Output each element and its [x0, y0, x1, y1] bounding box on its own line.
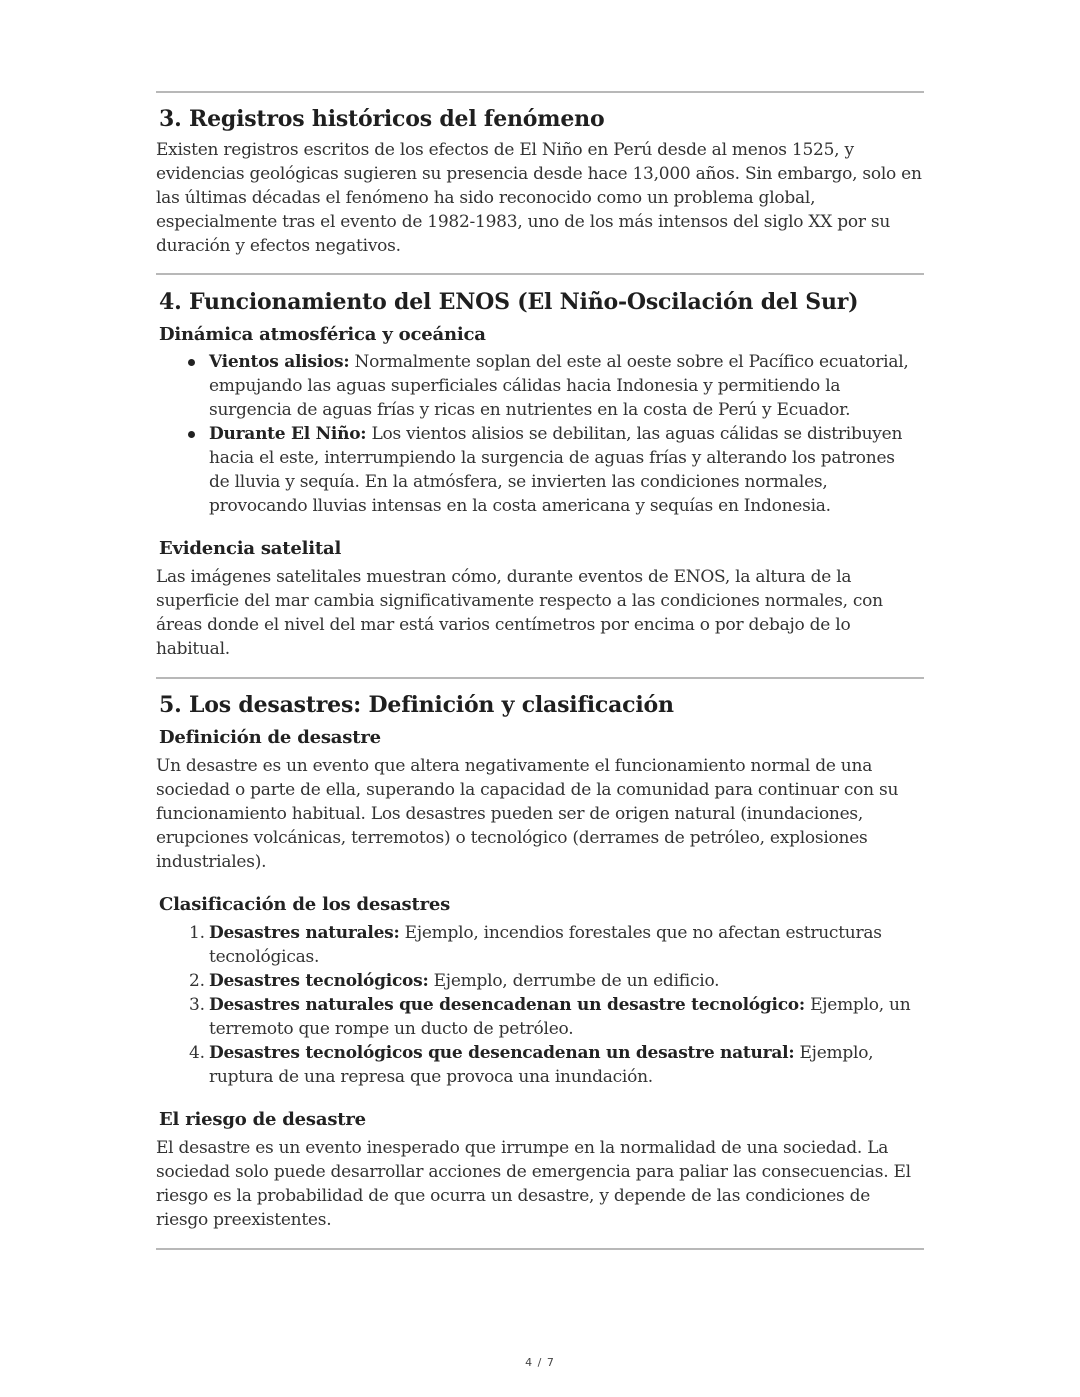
riesgo-body: El desastre es un evento inesperado que irrumpe en la normalidad de una sociedad. La sociedad solo puede desarrollar acciones de emergencia para paliar las consecuencias. El riesgo es la probabilidad de que ocurra un desastre, y depende de las condiciones de riesgo preexistentes.	[156, 1138, 911, 1230]
list-item	[156, 422, 924, 518]
section-divider	[156, 273, 924, 275]
list-item-text: Ejemplo, derrumbe de un edificio.	[428, 971, 720, 991]
list-item	[156, 350, 924, 422]
subsection-riesgo-heading: El riesgo de desastre	[159, 1109, 366, 1130]
section-4-heading: 4. Funcionamiento del ENOS (El Niño-Oscilación del Sur)	[159, 289, 859, 315]
section-3-heading: 3. Registros históricos del fenómeno	[159, 106, 605, 132]
list-item-text: Los vientos alisios se debilitan, las aguas cálidas se distribuyen hacia el este, interrumpiendo la surgencia de aguas frías y alterando los patrones de lluvia y sequía. En la atmósfera, se invierten las condiciones normales, provocando lluvias intensas en la costa americana y sequías en Indonesia.	[209, 424, 903, 516]
list-item-term: Desastres tecnológicos que desencadenan un desastre natural:	[209, 1043, 795, 1063]
evidencia-body: Las imágenes satelitales muestran cómo, durante eventos de ENOS, la altura de la superficie del mar cambia significativamente respecto a las condiciones normales, con áreas donde el nivel del mar está varios centímetros por encima o por debajo de lo habitual.	[156, 567, 883, 659]
list-item	[156, 993, 924, 1041]
section-divider	[156, 91, 924, 93]
list-item-number: 3.	[189, 995, 205, 1015]
list-item-term: Vientos alisios:	[209, 352, 350, 372]
dinamica-bullet-list	[156, 350, 924, 518]
list-item	[156, 921, 924, 969]
list-item	[156, 969, 924, 993]
list-item-text: Ejemplo, ruptura de una represa que provoca una inundación.	[209, 1043, 874, 1087]
bullet-icon	[188, 431, 195, 438]
clasificacion-numbered-list	[156, 921, 924, 1089]
subsection-dinamica-heading: Dinámica atmosférica y oceánica	[159, 324, 486, 345]
list-item-number: 2.	[189, 971, 205, 991]
bullet-icon	[188, 359, 195, 366]
list-item-number: 4.	[189, 1043, 205, 1063]
list-item-term: Desastres naturales:	[209, 923, 400, 943]
list-item-number: 1.	[189, 923, 205, 943]
section-divider	[156, 677, 924, 679]
list-item-term: Durante El Niño:	[209, 424, 367, 444]
list-item	[156, 1041, 924, 1089]
page-number: 4 / 7	[525, 1356, 555, 1369]
list-item-text: Normalmente soplan del este al oeste sobre el Pacífico ecuatorial, empujando las aguas superficiales cálidas hacia Indonesia y permitiendo la surgencia de aguas frías y ricas en nutrientes en la costa de Perú y Ecuador.	[209, 352, 909, 420]
subsection-clasificacion-heading: Clasificación de los desastres	[159, 894, 451, 915]
list-item-text: Ejemplo, incendios forestales que no afectan estructuras tecnológicas.	[209, 923, 882, 967]
section-5-heading: 5. Los desastres: Definición y clasificación	[159, 692, 674, 718]
list-item-term: Desastres tecnológicos:	[209, 971, 429, 991]
list-item-term: Desastres naturales que desencadenan un desastre tecnológico:	[209, 995, 805, 1015]
definicion-body: Un desastre es un evento que altera negativamente el funcionamiento normal de una sociedad o parte de ella, superando la capacidad de la comunidad para continuar con su funcionamiento habitual. Los desastres pueden ser de origen natural (inundaciones, erupciones volcánicas, terremotos) o tecnológico (derrames de petróleo, explosiones industriales).	[156, 756, 899, 872]
subsection-evidencia-heading: Evidencia satelital	[159, 538, 342, 559]
list-item-text: Ejemplo, un terremoto que rompe un ducto de petróleo.	[209, 995, 911, 1039]
section-3-body: Existen registros escritos de los efectos de El Niño en Perú desde al menos 1525, y evidencias geológicas sugieren su presencia desde hace 13,000 años. Sin embargo, solo en las últimas décadas el fenómeno ha sido reconocido como un problema global, especialmente tras el evento de 1982-1983, uno de los más intensos del siglo XX por su duración y efectos negativos.	[156, 140, 922, 256]
section-divider	[156, 1248, 924, 1250]
subsection-definicion-heading: Definición de desastre	[159, 727, 381, 748]
